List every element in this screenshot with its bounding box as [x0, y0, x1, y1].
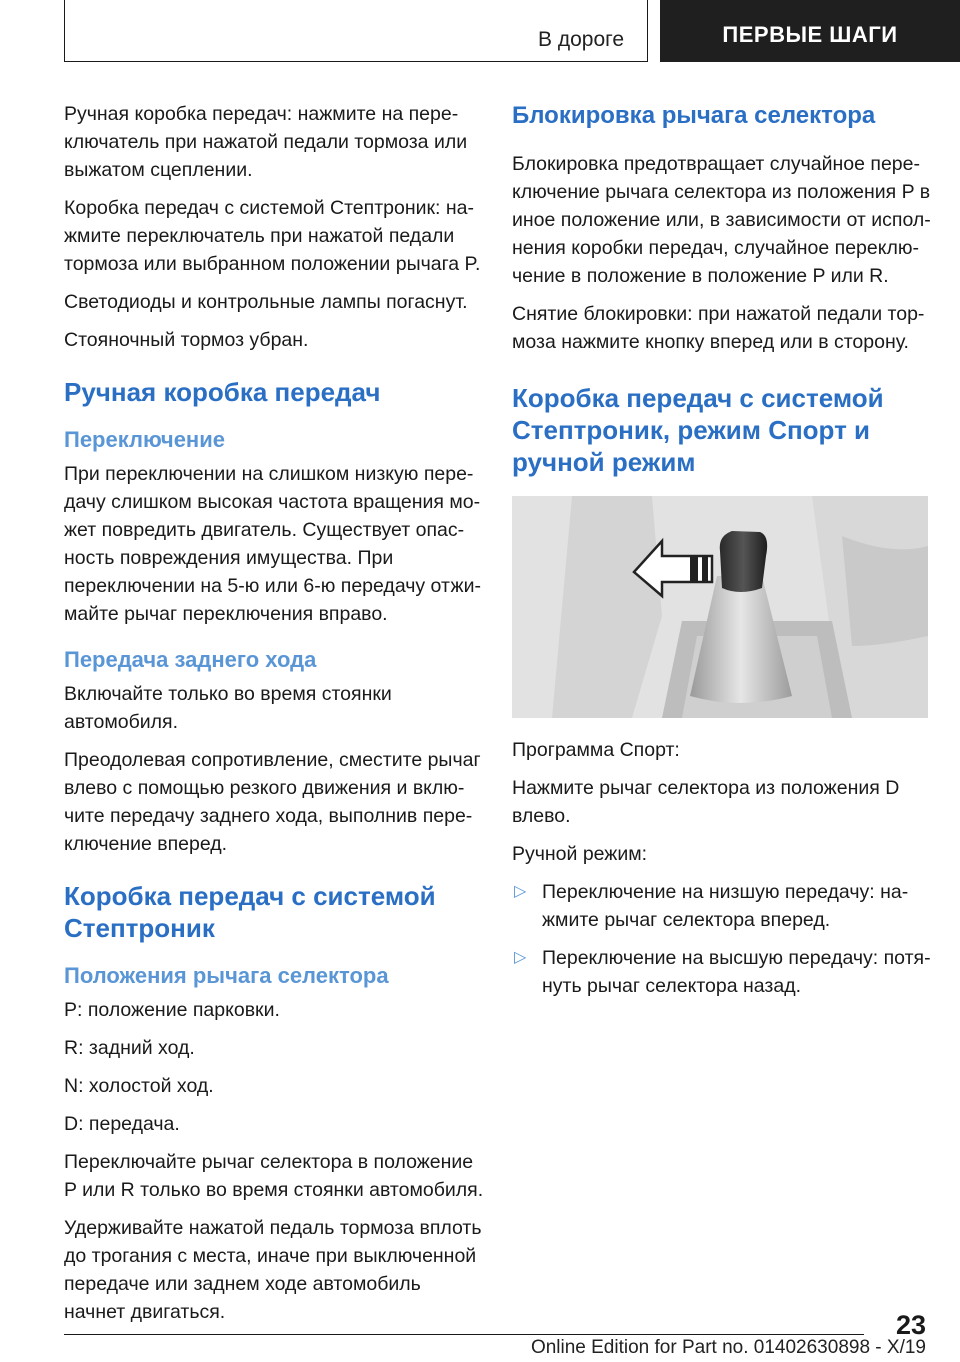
paragraph: Включайте только во время стоянки автомобиля.	[64, 683, 392, 733]
right-column	[512, 100, 932, 1010]
list-item	[512, 944, 932, 1000]
position-r: R: задний ход.	[64, 1037, 195, 1059]
paragraph: Нажмите рычаг селектора из положения D влево.	[512, 777, 900, 827]
paragraph: Снятие блокировки: при нажатой педали тор‐ моза нажмите кнопку вперед или в сторону.	[512, 303, 925, 353]
list-item	[512, 878, 932, 934]
position-d: D: передача.	[64, 1113, 180, 1135]
list-item-text: Переключение на низшую передачу: на‐ жмите рычаг селектора вперед.	[542, 881, 909, 931]
left-column	[64, 100, 484, 1336]
paragraph: При переключении на слишком низкую пере‐ дачу слишком высокая частота вращения мо‐ жет повредить двигатель. Существует опас‐ ность повреждения имущества. При переключении на 5-ю или 6-ю передачу отжи‐ майте рычаг переключения вправо.	[64, 463, 481, 625]
paragraph: Стояночный тормоз убран.	[64, 329, 309, 351]
position-n: N: холостой ход.	[64, 1075, 214, 1097]
paragraph: Переключайте рычаг селектора в положение P или R только во время стоянки автомобиля.	[64, 1151, 484, 1201]
heading-shifting: Переключение	[64, 427, 225, 452]
heading-reverse-gear: Передача заднего хода	[64, 647, 317, 672]
footer-divider	[64, 1334, 864, 1335]
heading-steptronic: Коробка передач с системой Стептроник	[64, 881, 436, 943]
triangle-right-icon: ▷	[514, 949, 527, 966]
gear-selector-illustration	[512, 496, 928, 718]
heading-steptronic-sport: Коробка передач с системой Стептроник, режим Спорт и ручной режим	[512, 383, 884, 477]
manual-mode-label: Ручной режим:	[512, 843, 648, 865]
heading-selector-positions: Положения рычага селектора	[64, 963, 389, 988]
heading-selector-lock: Блокировка рычага селектора	[512, 102, 876, 129]
sport-label: Программа Спорт:	[512, 739, 680, 761]
position-p: P: положение парковки.	[64, 999, 280, 1021]
section-title: В дороге	[537, 28, 624, 51]
paragraph: Удерживайте нажатой педаль тормоза вплоть до трогания с места, иначе при выключенной передаче или заднем ходе автомобиль начнет двигаться.	[64, 1217, 482, 1323]
paragraph: Ручная коробка передач: нажмите на пере‐ ключатель при нажатой педали тормоза или выжатом сцеплении.	[64, 103, 468, 181]
heading-manual-gearbox: Ручная коробка передач	[64, 377, 381, 407]
list-item-text: Переключение на высшую передачу: потя‐ нуть рычаг селектора назад.	[542, 947, 931, 997]
gear-selector-photo	[512, 496, 928, 718]
chapter-title: ПЕРВЫЕ ШАГИ	[660, 0, 960, 62]
paragraph: Светодиоды и контрольные лампы погаснут.	[64, 291, 468, 313]
paragraph: Преодолевая сопротивление, сместите рычаг влево с помощью резкого движения и вклю‐ чите передачу заднего хода, выполнив пере‐ ключение вперед.	[64, 749, 481, 855]
paragraph: Блокировка предотвращает случайное пере‐ ключение рычага селектора из положения P в иное положение или, в зависимости от испол‐ нения коробки передач, случайное переклю‐ чение в положение в положение P или R.	[512, 153, 931, 287]
footer-edition: Online Edition for Part no. 01402630898 - X/19	[530, 1337, 926, 1358]
page-number: 23	[895, 1310, 926, 1340]
paragraph: Коробка передач с системой Стептроник: на‐ жмите переключатель при нажатой педали тормоза или выбранном положении рычага P.	[64, 197, 481, 275]
triangle-right-icon: ▷	[514, 883, 527, 900]
